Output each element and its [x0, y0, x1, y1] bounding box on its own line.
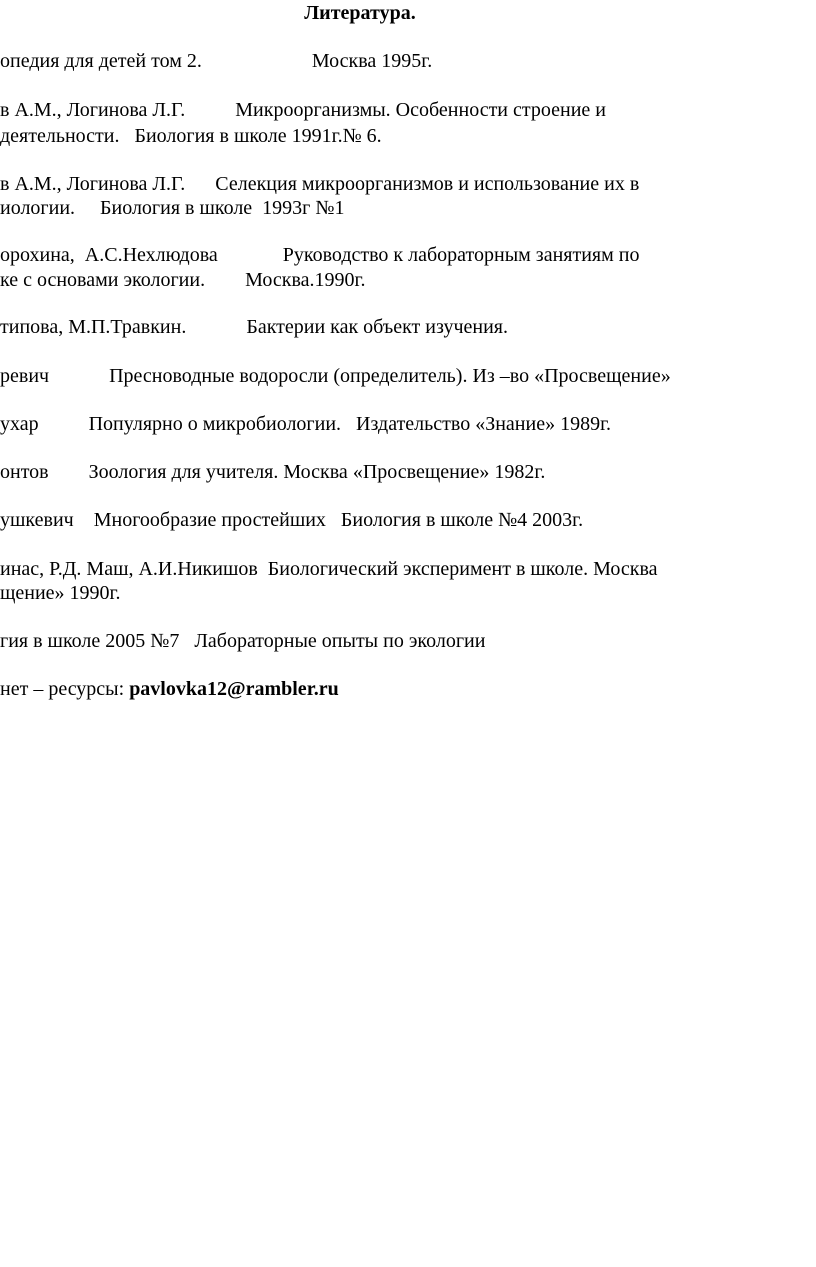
reference-line: деятельности. Биология в школе 1991г.№ 6.	[0, 125, 382, 147]
reference-line: в А.М., Логинова Л.Г. Селекция микроорганизмов и использование их в	[0, 173, 640, 195]
reference-line: гия в школе 2005 №7 Лабораторные опыты по экологии	[0, 630, 486, 652]
reference-line: в А.М., Логинова Л.Г. Микроорганизмы. Особенности строение и	[0, 99, 606, 121]
email-address: pavlovka12@rambler.ru	[129, 678, 339, 700]
reference-line: ке с основами экологии. Москва.1990г.	[0, 269, 366, 291]
internet-resources-label: нет – ресурсы:	[0, 678, 130, 700]
internet-resources-line	[0, 677, 339, 701]
reference-line: орохина, А.С.Нехлюдова Руководство к лабораторным занятиям по	[0, 244, 640, 266]
reference-line: опедия для детей том 2. Москва 1995г.	[0, 50, 433, 72]
page-title: Литература.	[304, 2, 416, 24]
reference-line: онтов Зоология для учителя. Москва «Просвещение» 1982г.	[0, 461, 546, 483]
reference-line: ухар Популярно о микробиологии. Издательство «Знание» 1989г.	[0, 413, 612, 435]
reference-line: щение» 1990г.	[0, 582, 121, 604]
reference-line: ревич Пресноводные водоросли (определитель). Из –во «Просвещение»	[0, 365, 671, 387]
reference-line: инас, Р.Д. Маш, А.И.Никишов Биологический эксперимент в школе. Москва	[0, 558, 658, 580]
reference-line: иологии. Биология в школе 1993г №1	[0, 197, 345, 219]
reference-line: ушкевич Многообразие простейших Биология в школе №4 2003г.	[0, 509, 584, 531]
reference-line: типова, М.П.Травкин. Бактерии как объект изучения.	[0, 316, 508, 338]
